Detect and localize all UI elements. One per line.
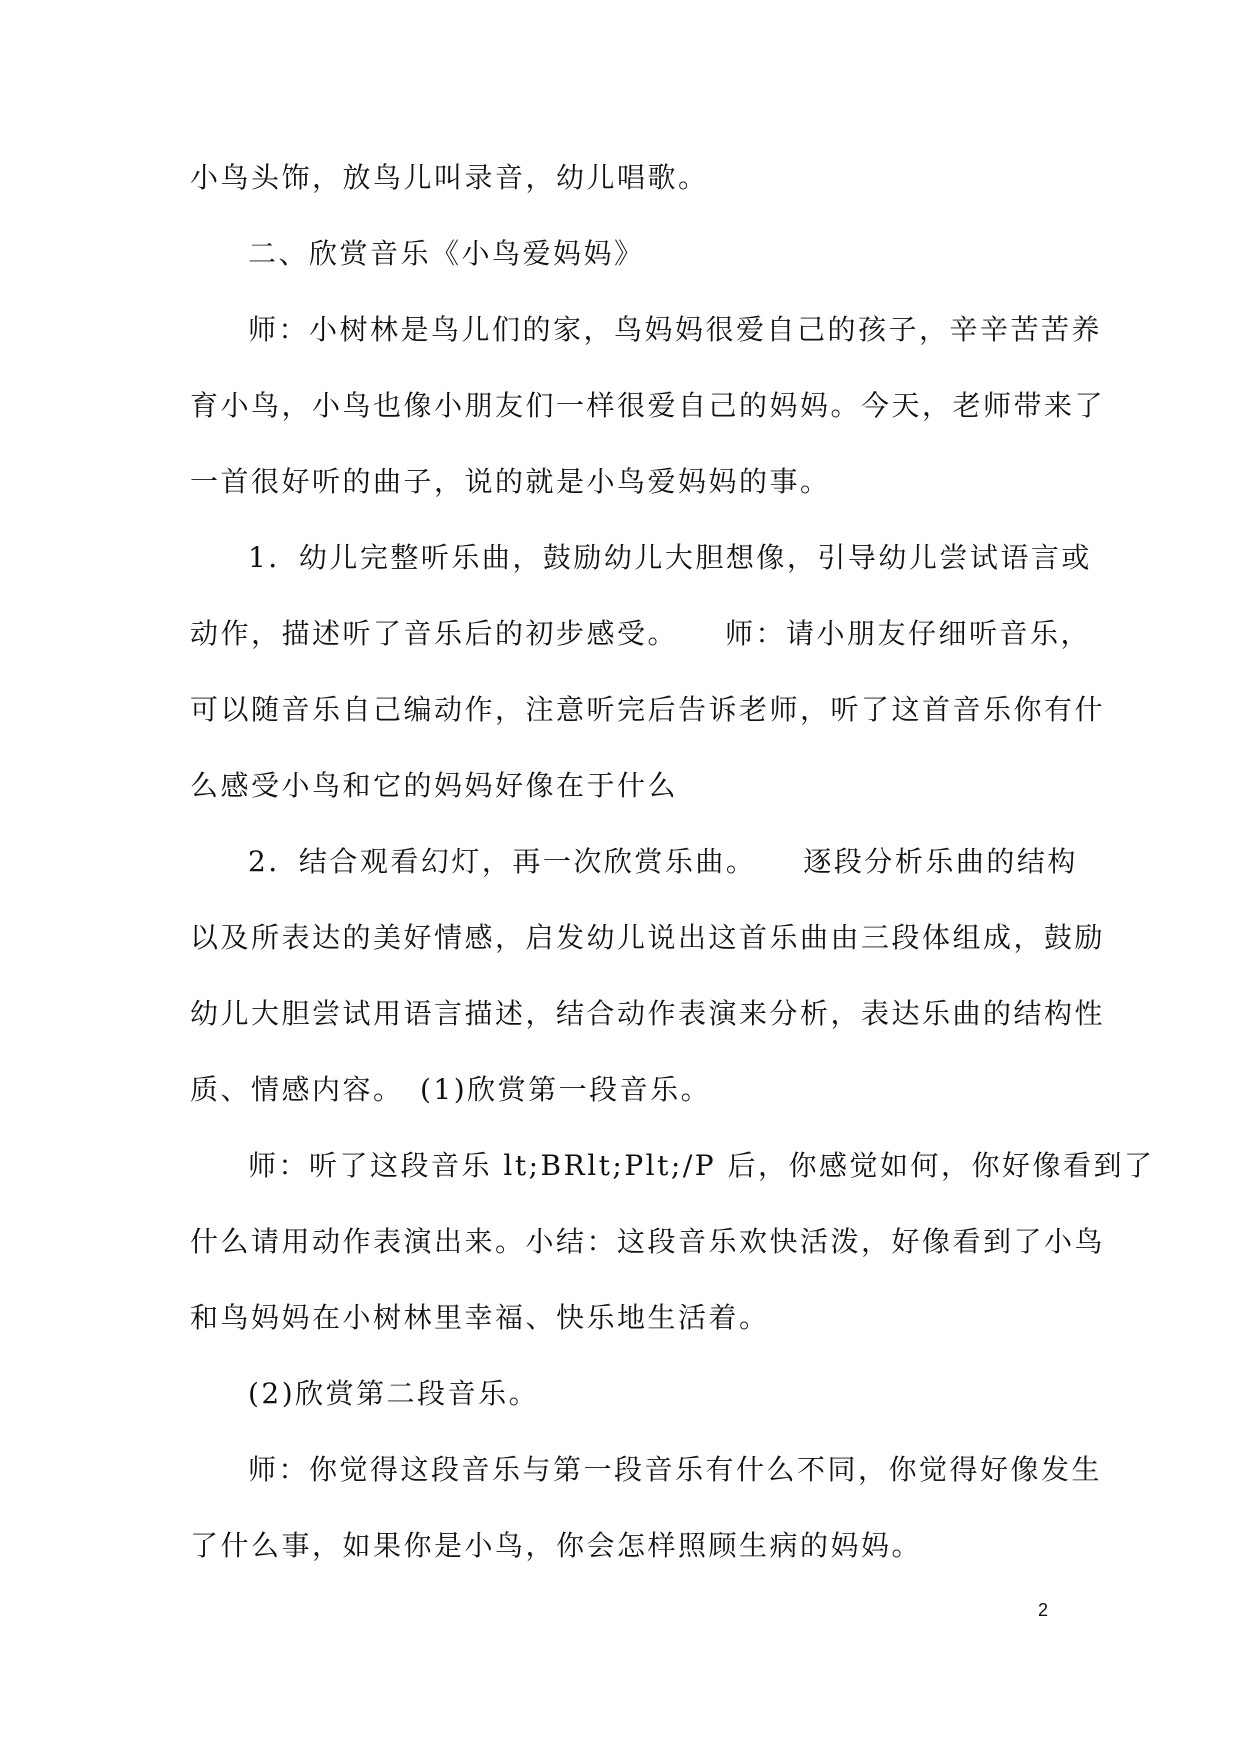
text-line: (2)欣赏第二段音乐。 — [248, 1377, 540, 1410]
text-line: 一首很好听的曲子，说的就是小鸟爱妈妈的事。 — [190, 465, 831, 498]
text-line: 以及所表达的美好情感，启发幼儿说出这首乐曲由三段体组成，鼓励 — [190, 921, 1106, 954]
text-line: 质、情感内容。 (1)欣赏第一段音乐。 — [190, 1073, 712, 1106]
text-line: 动作，描述听了音乐后的初步感受。 师：请小朋友仔细听音乐， — [190, 617, 1092, 650]
text-line: 育小鸟，小鸟也像小朋友们一样很爱自己的妈妈。今天，老师带来了 — [190, 389, 1106, 422]
text-line: 什么请用动作表演出来。小结：这段音乐欢快活泼，好像看到了小鸟 — [190, 1225, 1106, 1258]
text-line: 幼儿大胆尝试用语言描述，结合动作表演来分析，表达乐曲的结构性 — [190, 997, 1106, 1030]
text-line: 师：你觉得这段音乐与第一段音乐有什么不同，你觉得好像发生 — [248, 1453, 1103, 1486]
text-line: 2．结合观看幻灯，再一次欣赏乐曲。 逐段分析乐曲的结构 — [248, 845, 1078, 878]
text-line: 了什么事，如果你是小鸟，你会怎样照顾生病的妈妈。 — [190, 1529, 923, 1562]
document-body — [190, 140, 1155, 1584]
text-line: 1．幼儿完整听乐曲，鼓励幼儿大胆想像，引导幼儿尝试语言或 — [248, 541, 1092, 574]
text-line: 可以随音乐自己编动作，注意听完后告诉老师，听了这首音乐你有什 — [190, 693, 1106, 726]
text-line: 师：小树林是鸟儿们的家，鸟妈妈很爱自己的孩子，辛辛苦苦养 — [248, 313, 1103, 346]
section-heading: 二、欣赏音乐《小鸟爱妈妈》 — [248, 237, 645, 270]
page-number: 2 — [1038, 1600, 1049, 1620]
text-line: 和鸟妈妈在小树林里幸福、快乐地生活着。 — [190, 1301, 770, 1334]
text-line: 师：听了这段音乐 lt;BRlt;Plt;/P 后，你感觉如何，你好像看到了 — [248, 1149, 1155, 1182]
text-line: 小鸟头饰，放鸟儿叫录音，幼儿唱歌。 — [190, 161, 709, 194]
text-line: 么感受小鸟和它的妈妈好像在于什么 — [190, 769, 679, 802]
